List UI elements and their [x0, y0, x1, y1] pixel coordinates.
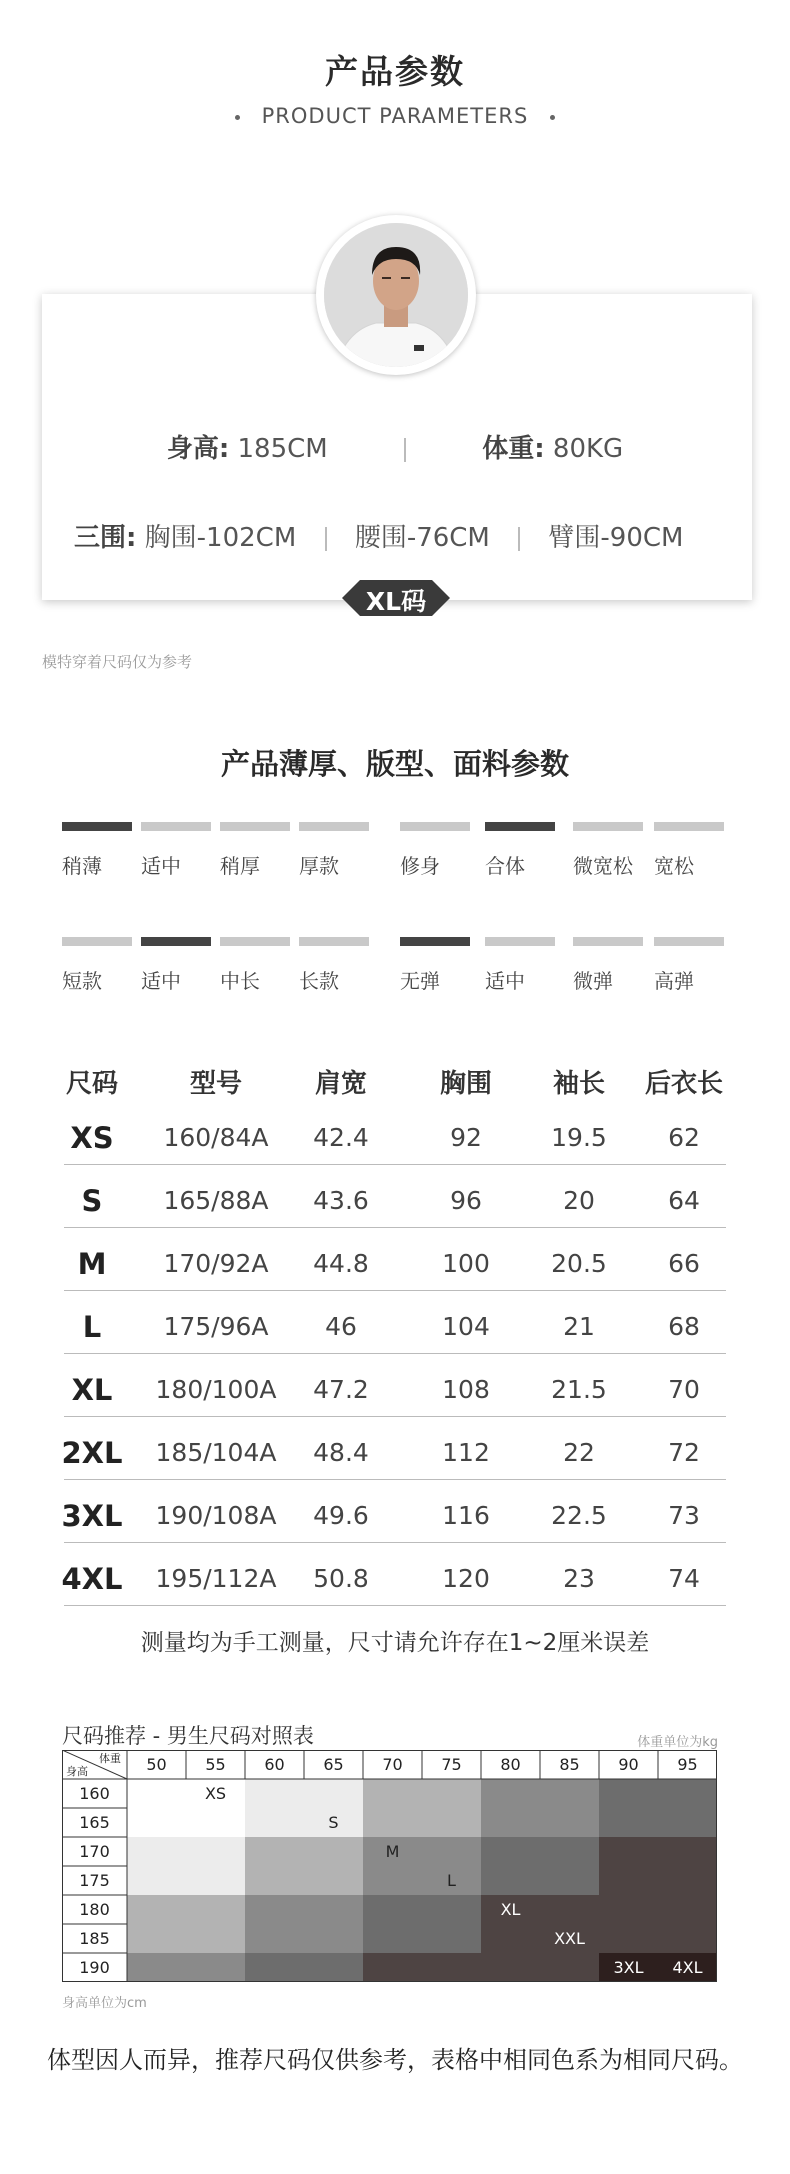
weight-label: 体重: [482, 434, 545, 464]
table-cell: 96 [450, 1186, 482, 1215]
table-cell: 68 [668, 1312, 700, 1341]
model-height-weight [0, 428, 790, 465]
weight-header: 60 [264, 1755, 285, 1774]
table-cell: 43.6 [313, 1186, 369, 1215]
table-cell: 175/96A [163, 1312, 269, 1341]
model-note: 模特穿着尺码仅为参考 [42, 653, 193, 671]
table-cell: 74 [668, 1564, 700, 1593]
table-cell: 47.2 [313, 1375, 369, 1404]
dot-right [550, 115, 555, 120]
grid-cell [540, 1779, 599, 1808]
height-header: 180 [79, 1900, 110, 1919]
row-divider [64, 1353, 726, 1354]
grid-cell [599, 1808, 658, 1837]
weight-header: 80 [500, 1755, 521, 1774]
grid-cell [599, 1895, 658, 1924]
weight-header: 65 [323, 1755, 344, 1774]
table-header: 袖长 [552, 1069, 605, 1099]
table-cell: 20 [563, 1186, 595, 1215]
grid-cell [481, 1953, 540, 1982]
grid-cell [422, 1779, 481, 1808]
row-divider [64, 1479, 726, 1480]
param-label: 修身 [400, 854, 440, 878]
measurement-note: 测量均为手工测量，尺寸请允许存在1~2厘米误差 [140, 1630, 650, 1656]
weight-header: 55 [205, 1755, 226, 1774]
param-bar [62, 937, 132, 946]
table-cell: 50.8 [313, 1564, 369, 1593]
table-cell: 116 [442, 1501, 490, 1530]
grid-cell [540, 1808, 599, 1837]
table-header: 后衣长 [644, 1069, 723, 1099]
grid-cell [540, 1953, 599, 1982]
size-label: 4XL [672, 1958, 703, 1977]
grid-cell [540, 1895, 599, 1924]
param-bar [573, 937, 643, 946]
param-label: 宽松 [654, 854, 694, 878]
size-label: 4XL [61, 1562, 123, 1596]
grid-cell [599, 1837, 658, 1866]
dot-left [235, 115, 240, 120]
param-label: 稍厚 [220, 854, 260, 878]
height-header: 170 [79, 1842, 110, 1861]
divider [325, 527, 327, 551]
table-cell: 112 [442, 1438, 490, 1467]
waist-measure: 腰围-76CM [354, 523, 490, 553]
grid-cell [127, 1866, 186, 1895]
param-label: 无弹 [400, 969, 440, 993]
grid-cell [127, 1837, 186, 1866]
height-label: 身高: [166, 434, 230, 464]
grid-cell [363, 1953, 422, 1982]
row-divider [64, 1164, 726, 1165]
grid-cell [245, 1895, 304, 1924]
size-label: L [82, 1310, 102, 1344]
table-cell: 108 [442, 1375, 490, 1404]
table-cell: 165/88A [163, 1186, 269, 1215]
grid-cell [422, 1924, 481, 1953]
grid-cell [599, 1924, 658, 1953]
param-bar [220, 937, 290, 946]
chest-measure: 胸围-102CM [144, 523, 297, 553]
grid-cell [127, 1924, 186, 1953]
page-title: 产品参数 [325, 52, 465, 91]
param-bar [654, 937, 724, 946]
subtitle-text: PRODUCT PARAMETERS [261, 104, 529, 128]
table-cell: 22 [563, 1438, 595, 1467]
grid-cell [599, 1866, 658, 1895]
table-cell: 92 [450, 1123, 482, 1152]
height-header: 175 [79, 1871, 110, 1890]
table-cell: 170/92A [163, 1249, 269, 1278]
table-header: 胸围 [439, 1069, 492, 1099]
corner-weight: 体重 [99, 1752, 121, 1765]
weight-header: 95 [677, 1755, 698, 1774]
param-bar [220, 822, 290, 831]
grid-cell [245, 1808, 304, 1837]
table-cell: 73 [668, 1501, 700, 1530]
grid-cell [481, 1837, 540, 1866]
size-label: XXL [554, 1929, 585, 1948]
model-portrait-image [324, 223, 468, 367]
param-label: 长款 [299, 969, 339, 993]
table-cell: 20.5 [551, 1249, 607, 1278]
grid-cell [658, 1866, 717, 1895]
size-label: M [77, 1247, 107, 1281]
recommend-footer: 体型因人而异，推荐尺码仅供参考，表格中相同色系为相同尺码。 [47, 2046, 743, 2074]
row-divider [64, 1290, 726, 1291]
grid-cell [481, 1866, 540, 1895]
params-title: 产品薄厚、版型、面料参数 [220, 747, 569, 781]
model-avatar [316, 215, 476, 375]
table-cell: 120 [442, 1564, 490, 1593]
height-header: 160 [79, 1784, 110, 1803]
table-header: 肩宽 [314, 1069, 367, 1099]
size-badge: XL码 [365, 587, 427, 616]
size-label: S [328, 1813, 339, 1832]
size-label: XL [500, 1900, 521, 1919]
height-value: 185CM [237, 434, 328, 464]
table-cell: 70 [668, 1375, 700, 1404]
param-label: 微弹 [573, 969, 613, 993]
table-cell: 66 [668, 1249, 700, 1278]
grid-cell [245, 1837, 304, 1866]
height-header: 190 [79, 1958, 110, 1977]
grid-cell [186, 1895, 245, 1924]
grid-cell [363, 1895, 422, 1924]
grid-cell [363, 1779, 422, 1808]
grid-cell [422, 1895, 481, 1924]
table-cell: 46 [325, 1312, 357, 1341]
param-label: 中长 [220, 969, 260, 993]
grid-cell [363, 1866, 422, 1895]
grid-cell [186, 1924, 245, 1953]
table-cell: 64 [668, 1186, 700, 1215]
grid-cell [658, 1808, 717, 1837]
size-label: 3XL [61, 1499, 123, 1533]
row-divider [64, 1605, 726, 1606]
grid-cell [245, 1866, 304, 1895]
grid-cell [127, 1779, 186, 1808]
table-cell: 22.5 [551, 1501, 607, 1530]
size-label: L [447, 1871, 456, 1890]
height-header: 165 [79, 1813, 110, 1832]
recommend-title: 尺码推荐 - 男生尺码对照表 [62, 1724, 314, 1748]
param-label: 短款 [62, 969, 102, 993]
param-label: 适中 [485, 969, 525, 993]
grid-cell [422, 1837, 481, 1866]
grid-cell [186, 1866, 245, 1895]
size-label: 3XL [613, 1958, 644, 1977]
param-label: 微宽松 [573, 854, 633, 878]
param-bar [299, 822, 369, 831]
param-bar [573, 822, 643, 831]
weight-header: 50 [146, 1755, 167, 1774]
size-label: XS [70, 1121, 114, 1155]
height-header: 185 [79, 1929, 110, 1948]
grid-cell [658, 1837, 717, 1866]
size-label: M [385, 1842, 400, 1861]
weight-header: 85 [559, 1755, 580, 1774]
row-divider [64, 1416, 726, 1417]
table-cell: 44.8 [313, 1249, 369, 1278]
measure-label: 三围: [74, 523, 137, 553]
table-cell: 23 [563, 1564, 595, 1593]
table-cell: 21 [563, 1312, 595, 1341]
weight-header: 75 [441, 1755, 462, 1774]
param-bar [400, 937, 470, 946]
grid-cell [658, 1895, 717, 1924]
grid-cell [599, 1779, 658, 1808]
size-label: XS [204, 1784, 227, 1803]
param-label: 合体 [485, 854, 525, 878]
weight-header: 90 [618, 1755, 639, 1774]
grid-cell [304, 1837, 363, 1866]
grid-cell [481, 1779, 540, 1808]
grid-cell [363, 1808, 422, 1837]
row-divider [64, 1542, 726, 1543]
arm-measure: 臂围-90CM [548, 523, 684, 553]
param-label: 高弹 [654, 969, 694, 993]
table-cell: 19.5 [551, 1123, 607, 1152]
table-cell: 104 [442, 1312, 490, 1341]
table-cell: 185/104A [155, 1438, 277, 1467]
param-bar [141, 822, 211, 831]
height-unit-note: 身高单位为cm [62, 1996, 147, 2011]
param-bar [62, 822, 132, 831]
corner-height: 身高 [66, 1765, 88, 1778]
param-bar [400, 822, 470, 831]
row-divider [64, 1227, 726, 1228]
grid-cell [422, 1953, 481, 1982]
param-bar [141, 937, 211, 946]
param-label: 适中 [141, 854, 181, 878]
param-label: 厚款 [299, 854, 339, 878]
table-cell: 180/100A [155, 1375, 277, 1404]
table-cell: 49.6 [313, 1501, 369, 1530]
grid-cell [304, 1953, 363, 1982]
grid-cell [304, 1779, 363, 1808]
table-cell: 195/112A [155, 1564, 277, 1593]
grid-cell [658, 1779, 717, 1808]
grid-cell [127, 1808, 186, 1837]
param-bar [299, 937, 369, 946]
table-cell: 190/108A [155, 1501, 277, 1530]
size-label: 2XL [61, 1436, 123, 1470]
grid-cell [540, 1837, 599, 1866]
table-header: 型号 [189, 1069, 242, 1099]
grid-cell [186, 1837, 245, 1866]
divider [518, 527, 520, 551]
grid-cell [540, 1866, 599, 1895]
table-cell: 160/84A [163, 1123, 269, 1152]
param-bar [485, 937, 555, 946]
size-recommend-grid [62, 1750, 718, 1986]
param-label: 适中 [141, 969, 181, 993]
grid-cell [658, 1924, 717, 1953]
table-cell: 100 [442, 1249, 490, 1278]
grid-cell [127, 1953, 186, 1982]
grid-cell [481, 1808, 540, 1837]
weight-value: 80KG [552, 434, 624, 464]
grid-cell [481, 1924, 540, 1953]
param-bar [654, 822, 724, 831]
divider [404, 438, 406, 462]
grid-cell [245, 1924, 304, 1953]
grid-cell [304, 1895, 363, 1924]
grid-cell [245, 1953, 304, 1982]
model-measurements [74, 517, 683, 554]
weight-header: 70 [382, 1755, 403, 1774]
table-cell: 48.4 [313, 1438, 369, 1467]
table-header: 尺码 [65, 1069, 118, 1099]
table-cell: 42.4 [313, 1123, 369, 1152]
param-label: 稍薄 [62, 854, 102, 878]
param-bar [485, 822, 555, 831]
grid-cell [422, 1808, 481, 1837]
model-photo [324, 223, 468, 367]
table-cell: 21.5 [551, 1375, 607, 1404]
grid-cell [186, 1808, 245, 1837]
size-label: S [81, 1184, 103, 1218]
size-label: XL [71, 1373, 113, 1407]
grid-cell [127, 1895, 186, 1924]
grid-cell [245, 1779, 304, 1808]
table-cell: 72 [668, 1438, 700, 1467]
weight-unit-note: 体重单位为kg [637, 1735, 718, 1750]
table-cell: 62 [668, 1123, 700, 1152]
grid-cell [304, 1924, 363, 1953]
grid-cell [363, 1924, 422, 1953]
grid-cell [304, 1866, 363, 1895]
page-subtitle [0, 104, 790, 128]
grid-cell [186, 1953, 245, 1982]
